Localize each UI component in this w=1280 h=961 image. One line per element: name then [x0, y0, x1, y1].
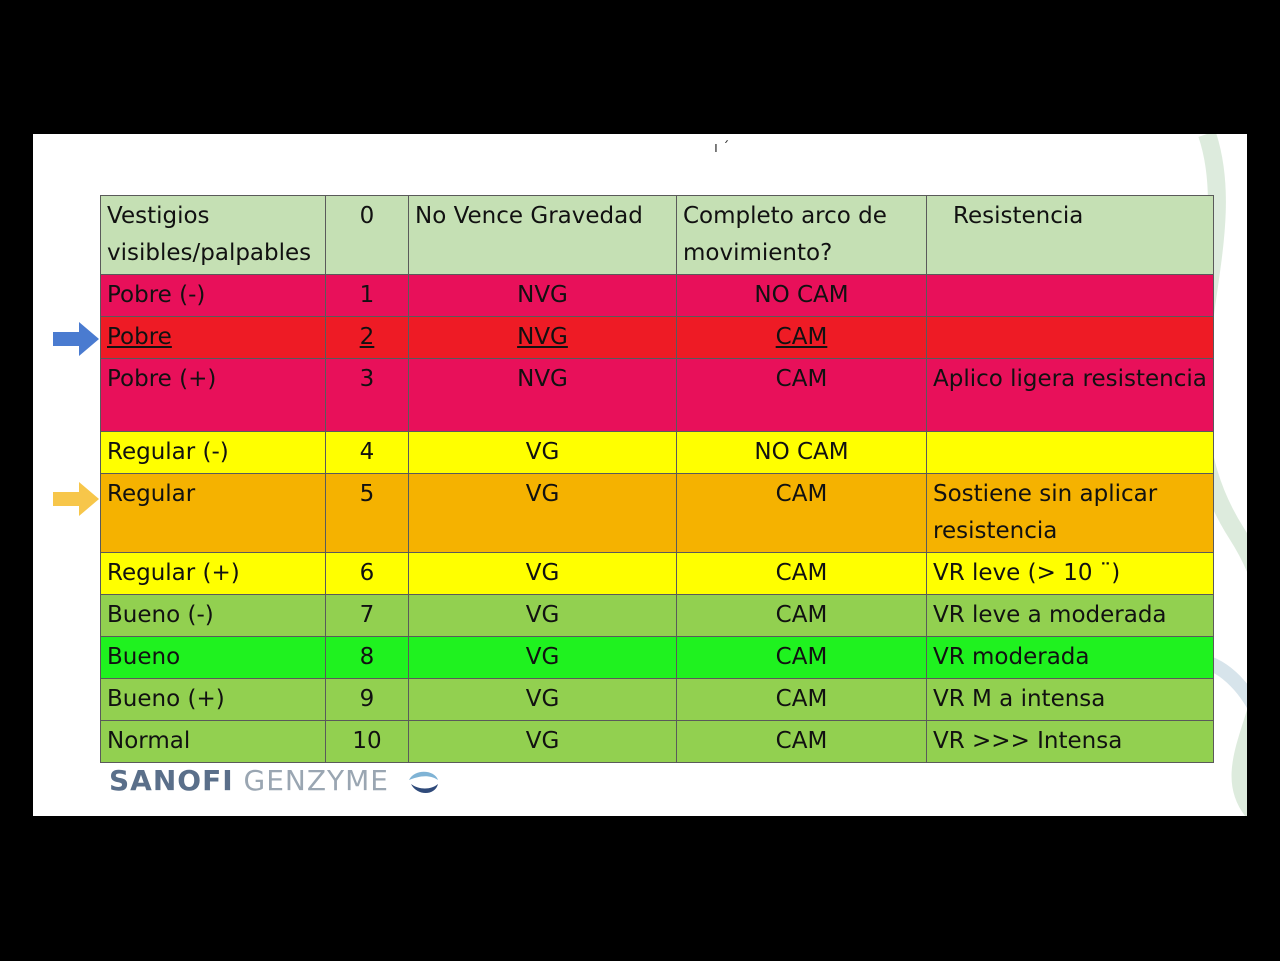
grade-cell: Regular (+): [101, 553, 326, 595]
gravity-cell: VG: [409, 721, 677, 763]
score-cell: 9: [326, 679, 409, 721]
gravity-cell: VG: [409, 432, 677, 474]
gravity-cell: NVG: [409, 275, 677, 317]
rom-cell: CAM: [677, 679, 927, 721]
grade-cell: Bueno (-): [101, 595, 326, 637]
grade-cell: Bueno (+): [101, 679, 326, 721]
resistance-cell: [927, 432, 1214, 474]
rom-cell: NO CAM: [677, 275, 927, 317]
table-row: [101, 721, 1214, 763]
grade-cell: Pobre (+): [101, 359, 326, 432]
slide-mark: ı ˊ: [714, 140, 730, 156]
rom-cell: CAM: [677, 359, 927, 432]
gravity-cell: VG: [409, 595, 677, 637]
table-row: [101, 359, 1214, 432]
header-resistance: Resistencia: [927, 196, 1214, 275]
score-cell: 3: [326, 359, 409, 432]
score-cell: 6: [326, 553, 409, 595]
gravity-cell: VG: [409, 637, 677, 679]
rom-cell: CAM: [677, 553, 927, 595]
rom-cell: NO CAM: [677, 432, 927, 474]
gravity-cell: VG: [409, 474, 677, 553]
header-score: 0: [326, 196, 409, 275]
yellow-arrow-icon: [53, 482, 95, 504]
rom-cell: CAM: [677, 637, 927, 679]
resistance-cell: VR M a intensa: [927, 679, 1214, 721]
logo-swirl-icon: [405, 766, 441, 798]
gravity-cell: VG: [409, 679, 677, 721]
resistance-cell: VR moderada: [927, 637, 1214, 679]
header-rom: Completo arco de movimiento?: [677, 196, 927, 275]
resistance-cell: Sostiene sin aplicar resistencia: [927, 474, 1214, 553]
resistance-cell: [927, 317, 1214, 359]
table-row: [101, 474, 1214, 553]
grade-cell: Normal: [101, 721, 326, 763]
score-cell: 5: [326, 474, 409, 553]
header-gravity: No Vence Gravedad: [409, 196, 677, 275]
gravity-cell: NVG: [409, 317, 677, 359]
logo-brand2: GENZYME: [243, 764, 389, 797]
resistance-cell: VR leve (> 10 ¨): [927, 553, 1214, 595]
grade-cell: Bueno: [101, 637, 326, 679]
grade-cell: Pobre (-): [101, 275, 326, 317]
rom-cell: CAM: [677, 721, 927, 763]
table-row: [101, 275, 1214, 317]
grade-cell: Regular (-): [101, 432, 326, 474]
table-row: [101, 432, 1214, 474]
gravity-cell: NVG: [409, 359, 677, 432]
strength-grading-table: [100, 195, 1214, 763]
rom-cell: CAM: [677, 595, 927, 637]
grade-cell: Regular: [101, 474, 326, 553]
score-cell: 10: [326, 721, 409, 763]
resistance-cell: VR leve a moderada: [927, 595, 1214, 637]
table-row: [101, 679, 1214, 721]
blue-arrow-icon: [53, 322, 95, 344]
table-row: [101, 595, 1214, 637]
table-row: [101, 317, 1214, 359]
grade-cell: Pobre: [101, 317, 326, 359]
score-cell: 1: [326, 275, 409, 317]
resistance-cell: Aplico ligera resistencia: [927, 359, 1214, 432]
rom-cell: CAM: [677, 317, 927, 359]
score-cell: 8: [326, 637, 409, 679]
header-grade: Vestigios visibles/palpables: [101, 196, 326, 275]
table-row: [101, 553, 1214, 595]
logo-brand1: SANOFI: [109, 764, 234, 797]
score-cell: 2: [326, 317, 409, 359]
table-header-row: [101, 196, 1214, 275]
score-cell: 4: [326, 432, 409, 474]
sanofi-genzyme-logo: [109, 764, 441, 798]
gravity-cell: VG: [409, 553, 677, 595]
rom-cell: CAM: [677, 474, 927, 553]
resistance-cell: [927, 275, 1214, 317]
table-row: [101, 637, 1214, 679]
score-cell: 7: [326, 595, 409, 637]
slide: [33, 134, 1247, 816]
resistance-cell: VR >>> Intensa: [927, 721, 1214, 763]
